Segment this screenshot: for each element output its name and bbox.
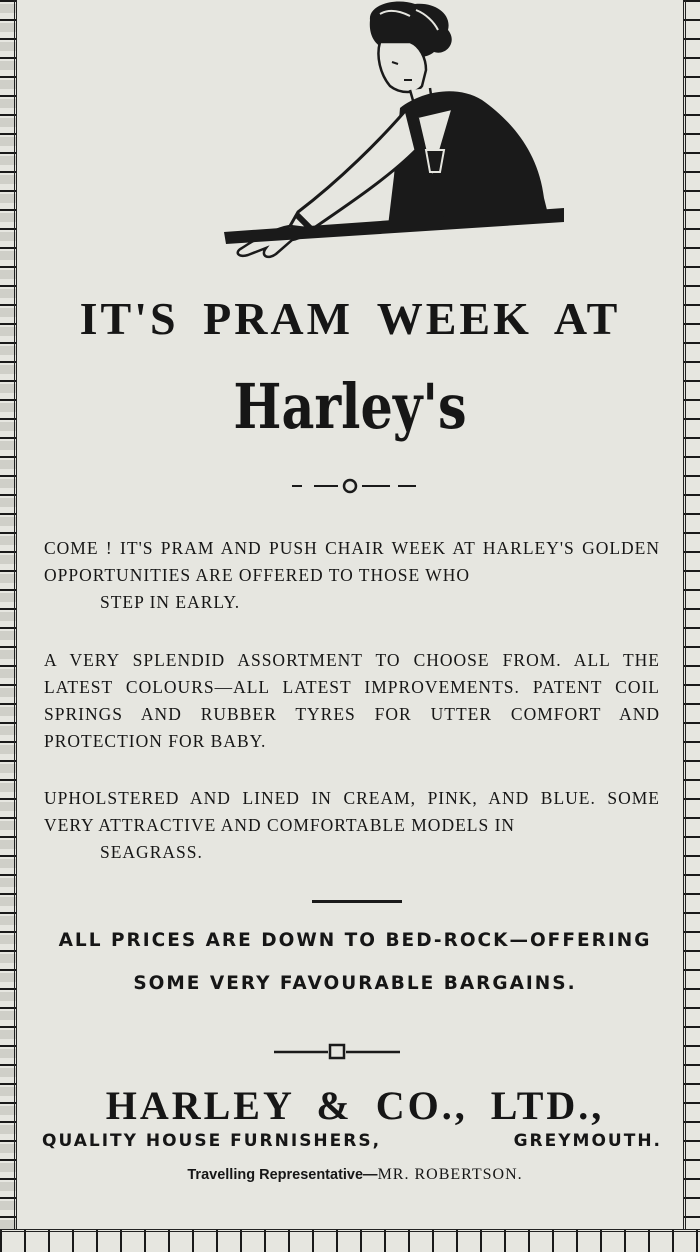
paragraph-upholstery-main: UPHOLSTERED AND LINED IN CREAM, PINK, AND BLUE. SOME VERY ATTRACTIVE AND COMFORTABLE MODELS IN xyxy=(44,788,660,835)
divider-rule xyxy=(312,900,402,903)
rep-name: MR. ROBERTSON. xyxy=(377,1166,523,1183)
bargain-line-2: SOME VERY FAVOURABLE BARGAINS. xyxy=(133,973,577,994)
travelling-representative xyxy=(40,1166,670,1184)
tagline-right: GREYMOUTH. xyxy=(513,1131,662,1151)
circle-dash-ornament-icon xyxy=(290,475,420,497)
company-name: HARLEY & CO., LTD., xyxy=(105,1083,605,1128)
right-decorative-border xyxy=(683,0,700,1252)
paragraph-upholstery-last: SEAGRASS. xyxy=(100,842,203,862)
paragraph-upholstery xyxy=(44,785,660,866)
paragraph-intro-last: STEP IN EARLY. xyxy=(100,592,241,612)
headline: IT'S PRAM WEEK AT xyxy=(79,293,621,344)
woman-pointing-illustration-icon xyxy=(220,0,570,262)
bargain-line-1: ALL PRICES ARE DOWN TO BED-ROCK—OFFERING xyxy=(58,930,652,951)
paragraph-intro-main: COME ! IT'S PRAM AND PUSH CHAIR WEEK AT HARLEY'S GOLDEN OPPORTUNITIES ARE OFFERED TO THOSE WHO xyxy=(44,538,660,585)
paragraph-assortment: A VERY SPLENDID ASSORTMENT TO CHOOSE FROM. ALL THE LATEST COLOURS—ALL LATEST IMPROVEMENTS. PATENT COIL SPRINGS AND RUBBER TYRES FOR UTTER COMFORT AND PROTECTION FOR BABY. xyxy=(44,650,660,751)
tagline-left: QUALITY HOUSE FURNISHERS, xyxy=(42,1131,382,1151)
bottom-decorative-border xyxy=(0,1229,700,1252)
left-decorative-border xyxy=(0,0,17,1252)
paragraph-intro xyxy=(44,535,660,616)
rep-label: Travelling Representative— xyxy=(187,1167,378,1183)
company-tagline xyxy=(42,1131,662,1151)
brand-name: Harley's xyxy=(233,370,467,443)
square-rule-ornament-icon xyxy=(272,1042,402,1062)
